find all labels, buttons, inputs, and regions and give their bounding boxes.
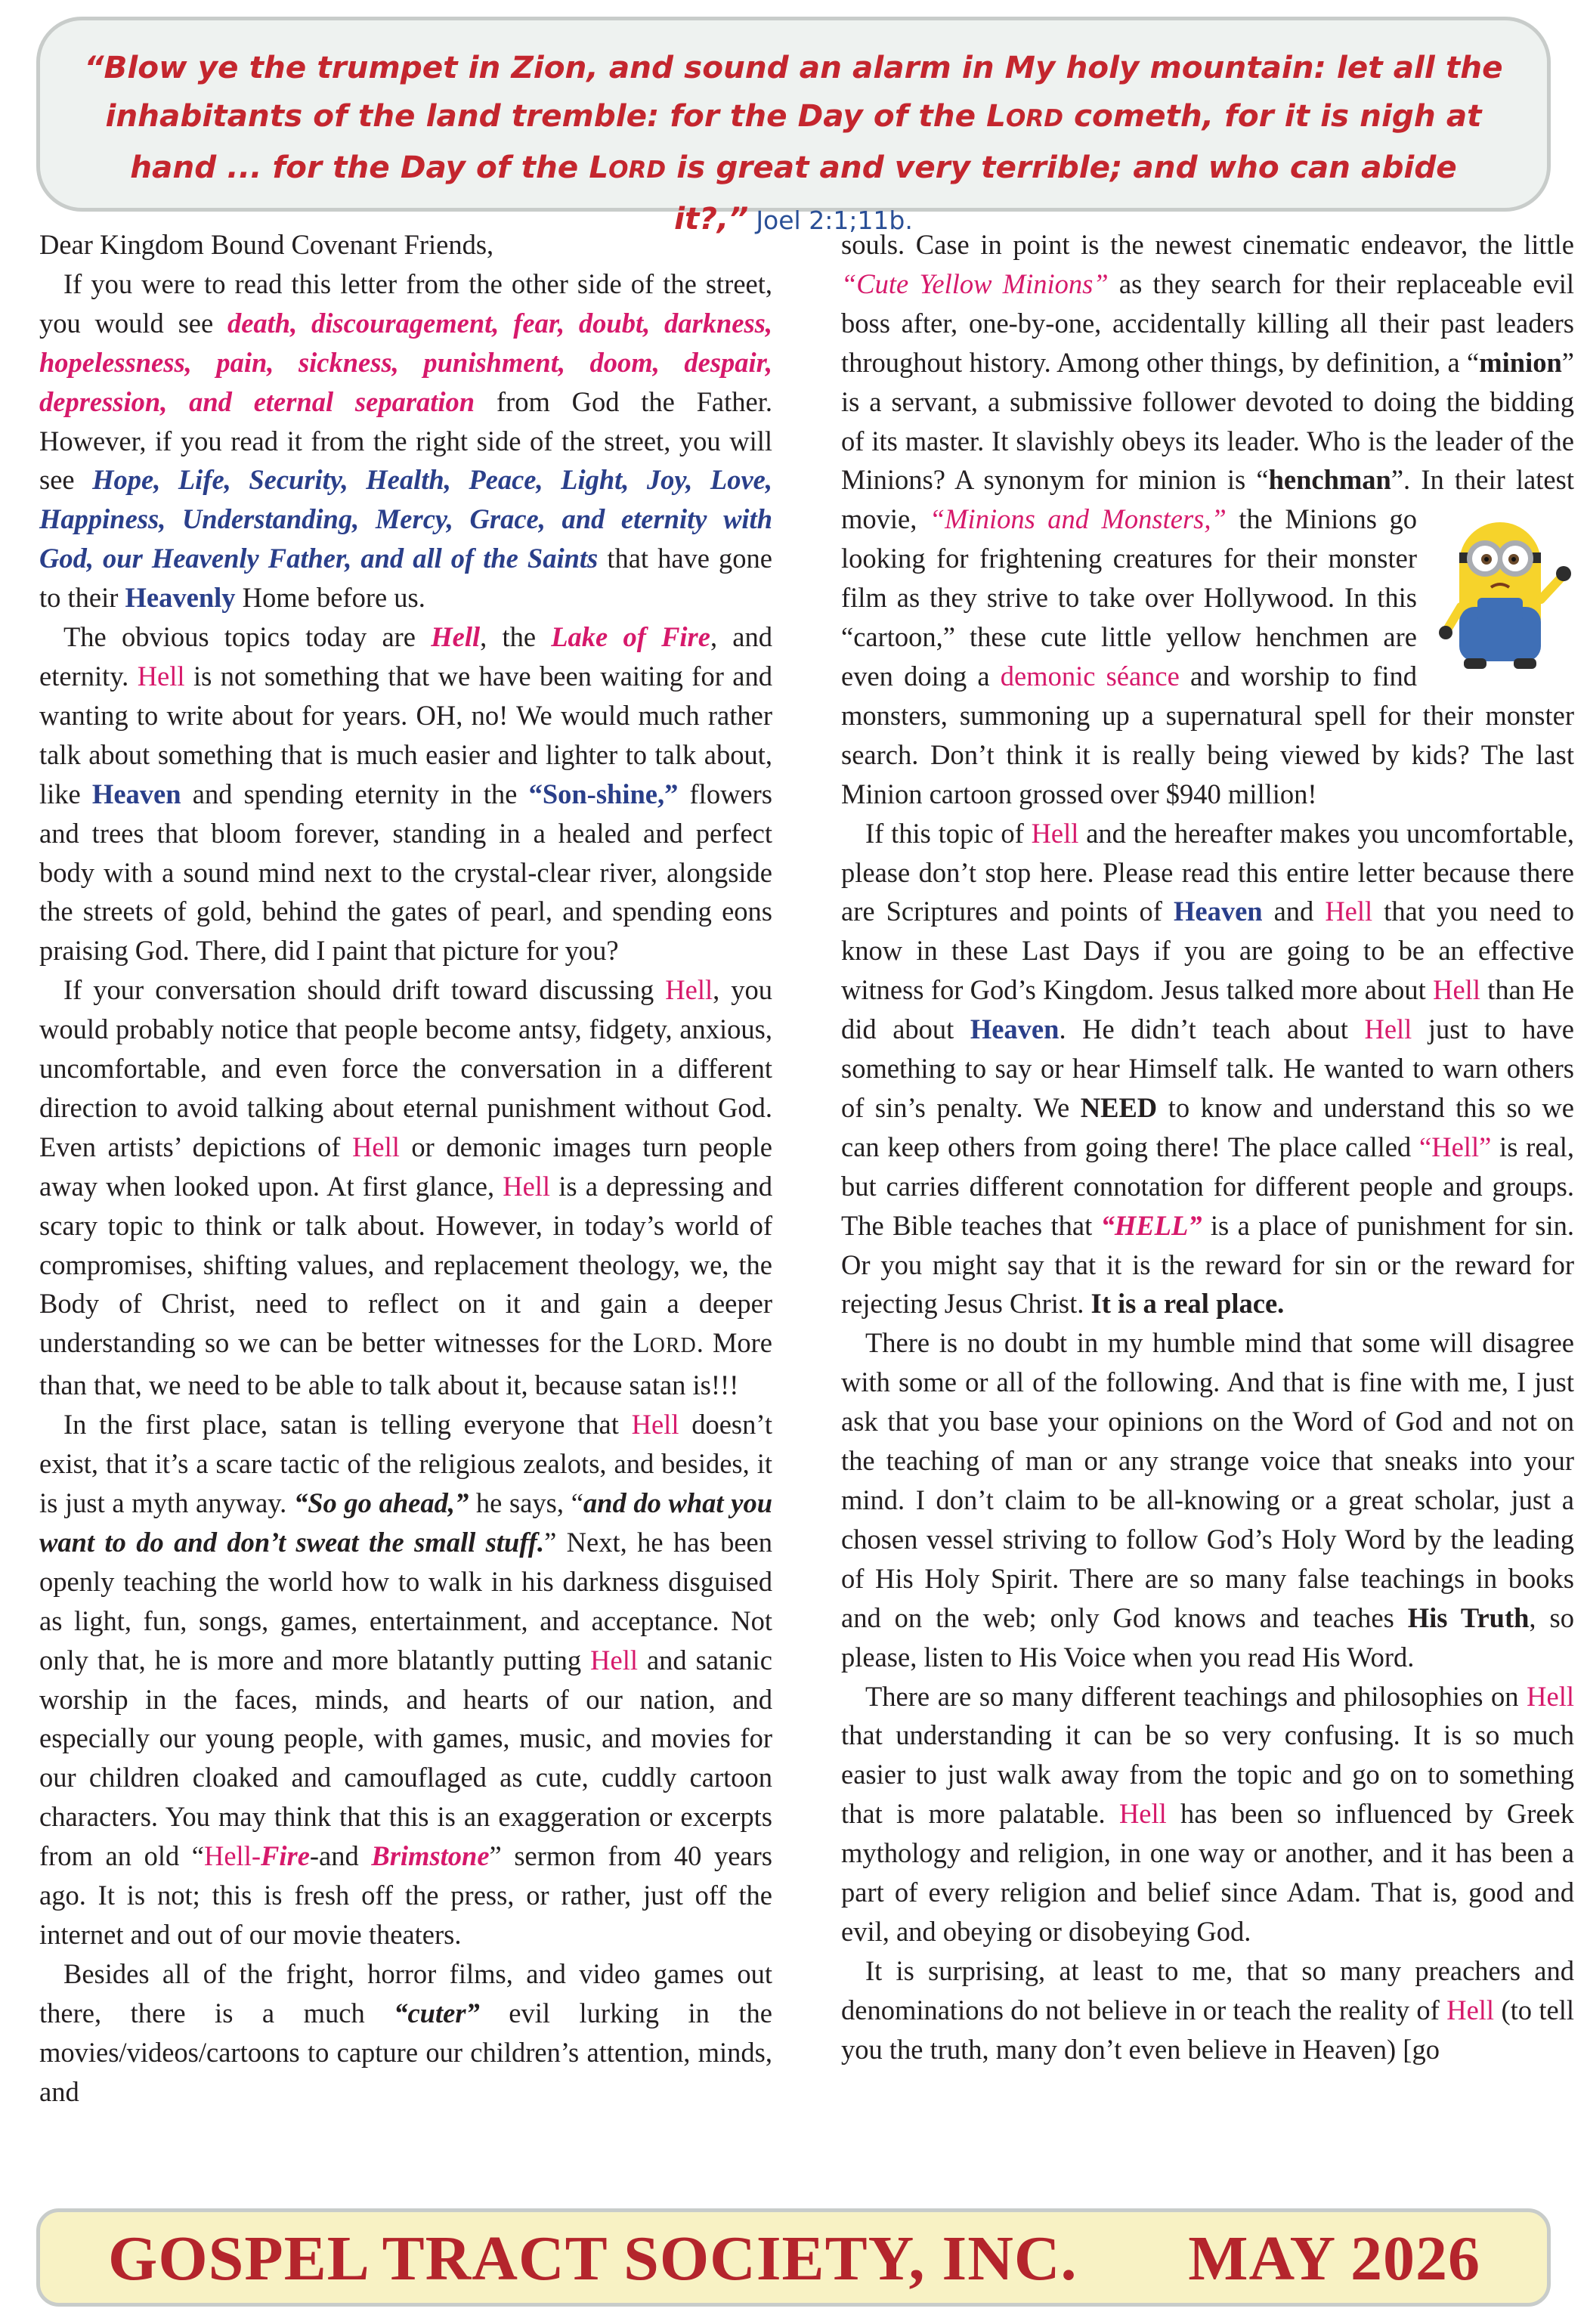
salutation: Dear Kingdom Bound Covenant Friends,: [39, 229, 494, 260]
paragraph-3: If your conversation should drift toward discussing Hell, you would probably notice that people become antsy, fidgety, anxious, uncomfortable, and even force the conversation in a different direction to avoid talking about eternal punishment without God. Even artists’ depictions of Hell or demonic images turn people away when looked upon. At first glance, Hell is a depressing and scary topic to think or talk about. However, in today’s world of compromises, shifting values, and replacement theology, we, the Body of Christ, need to reflect on it and gain a deeper understanding so we can be better witnesses for the LORD. More than that, we need to be able to talk about it, because satan is!!!: [39, 974, 773, 1401]
paragraph-8: There are so many different teachings and philosophies on Hell that understanding it can be so very confusing. It is so much easier to just walk away from the topic and go on to something that is more palatable. Hell has been so influenced by Greek mythology and religion, in one way or another, and it has been a part of every religion and belief since Adam. That is, good and evil, and obeying or disobeying God.: [841, 1680, 1574, 1947]
issue-date: MAY 2026: [1188, 2223, 1480, 2294]
letter-column-right: [841, 225, 1574, 2069]
letter-column-left: [39, 225, 772, 2112]
positive-list: Hope, Life, Security, Health, Peace, Light, Joy, Love, Happiness, Understanding, Mercy, Grace, and eternity with God, our Heavenly Father, and all of the Saints: [39, 464, 772, 574]
scripture-banner: “Blow ye the trumpet in Zion, and sound an alarm in My holy mountain: let all the inhabitants of the land tremble: for the Day of the LORD cometh, for it is nigh at hand ... for the Day of the LORD is great and very terrible; and who can abide it?,” Joel 2:1;11b.: [36, 17, 1551, 212]
banner-quote-part-1: “Blow ye the trumpet in Zion, and sound an alarm in My holy mountain: let all the inhabitants of the land tremble: for the Day of the: [84, 49, 1503, 134]
banner-quote-part-3: is great and very terrible; and who can abide it?,”: [666, 149, 1457, 237]
paragraph-2: The obvious topics today are Hell, the Lake of Fire, and eternity. Hell is not something that we have been waiting for and wanting to write about for years. OH, no! We would much rather talk about something that is much easier and lighter to talk about, like Heaven and spending eternity in the “Son-shine,” flowers and trees that bloom forever, standing in a healed and perfect body with a sound mind next to the crystal-clear river, alongside the streets of gold, behind the gates of pearl, and spending eons praising God. There, did I paint that picture for you?: [39, 621, 773, 967]
footer-banner: [36, 2208, 1551, 2307]
banner-quote-part-2: cometh, for it is nigh at hand ... for the Day of the: [130, 97, 1482, 185]
paragraph-6: If this topic of Hell and the hereafter makes you uncomfortable, please don’t stop here. Please read this entire letter because there are Scriptures and points of Heaven and Hell that you need to know in these Last Days if you are going to be an effective witness for God’s Kingdom. Jesus talked more about Hell than He did about Heaven. He didn’t teach about Hell just to have something to say or hear Himself talk. He wanted to warn others of sin’s penalty. We NEED to know and understand this so we can keep others from going there! The place called “Hell” is real, but carries different connotation for different people and groups. The Bible teaches that “HELL” is a place of punishment for sin. Or you might say that it is the reward for sin or the reward for rejecting Jesus Christ. It is a real place.: [841, 817, 1575, 1320]
paragraph-7: There is no doubt in my humble mind that some will disagree with some or all of the following. And that is fine with me, I just ask that you base your opinions on the Word of God and not on the teaching of man or any strange voice that sneaks into your mind. I don’t claim to be all-knowing or a great scholar, just a chosen vessel striving to follow God’s Holy Word by the leading of His Holy Spirit. There are so many false teachings in books and on the web; only God knows and teaches His Truth, so please, listen to His Voice when you read His Word.: [841, 1327, 1574, 1673]
paragraph-5: Besides all of the fright, horror films, and video games out there, there is a much “cuter” evil lurking in the movies/videos/cartoons to capture our children’s attention, minds, and: [39, 1957, 772, 2107]
paragraph-1: If you were to read this letter from the other side of the street, you would see death, discouragement, fear, doubt, darkness, hopelessness, pain, sickness, punishment, doom, despair, depression, and eternal separation from God the Father. However, if you read it from the right side of the street, you will see Hope, Life, Security, Health, Peace, Light, Joy, Love, Happiness, Understanding, Mercy, Grace, and eternity with God, our Heavenly Father, and all of the Saints that have gone to their Heavenly Home before us.: [39, 268, 772, 614]
minion-illustration: [1431, 509, 1574, 673]
organization-name: GOSPEL TRACT SOCIETY, INC.: [108, 2223, 1078, 2294]
paragraph-9: It is surprising, at least to me, that so many preachers and denominations do not believe in or teach the reality of Hell (to tell you the truth, many don’t even believe in Heaven) [go: [841, 1954, 1574, 2065]
paragraph-4: In the first place, satan is telling everyone that Hell doesn’t exist, that it’s a scare tactic of the religious zealots, and besides, it is just a myth anyway. “So go ahead,” he says, “and do what you want to do and don’t sweat the small stuff.” Next, he has been openly teaching the world how to walk in his darkness disguised as light, fun, songs, games, entertainment, and acceptance. Not only that, he is more and more blatantly putting Hell and satanic worship in the faces, minds, and hearts of our nation, and especially our young people, with games, music, and movies for our children cloaked and camouflaged as cute, cuddly cartoon characters. You may think that this is an exaggeration or excerpts from an old “Hell-Fire-and Brimstone” sermon from 40 years ago. It is not; this is fresh off the press, or rather, just off the internet and out of our movie theaters.: [39, 1409, 772, 1950]
negative-list: death, discouragement, fear, doubt, darkness, hopelessness, pain, sickness, punishment, doom, despair, depression, and eternal separation: [39, 307, 772, 417]
scripture-reference: Joel 2:1;11b.: [756, 206, 913, 235]
paragraph-5-continued: souls. Case in point is the newest cinematic endeavor, the little “Cute Yellow Minions” as they search for their replaceable evil boss after, one-by-one, accidentally killing all their past leaders throughout history. Among other things, by definition, a “minion” is a servant, a submissive follower devoted to doing the bidding of its master. It slavishly obeys its leader. Who is the leader of the Minions? A synonym for minion is “henchman”. In their latest movie, “Minions and Monsters,” the Minions go looking for frightening creatures for their monster film as they strive to take over Hollywood. In this “cartoon,” these cute little yellow henchmen are even doing a demonic séance and worship to find monsters, summoning up a supernatural spell for their monster search. Don’t think it is really being viewed by kids? The last Minion cartoon grossed over $940 million!: [841, 229, 1574, 809]
